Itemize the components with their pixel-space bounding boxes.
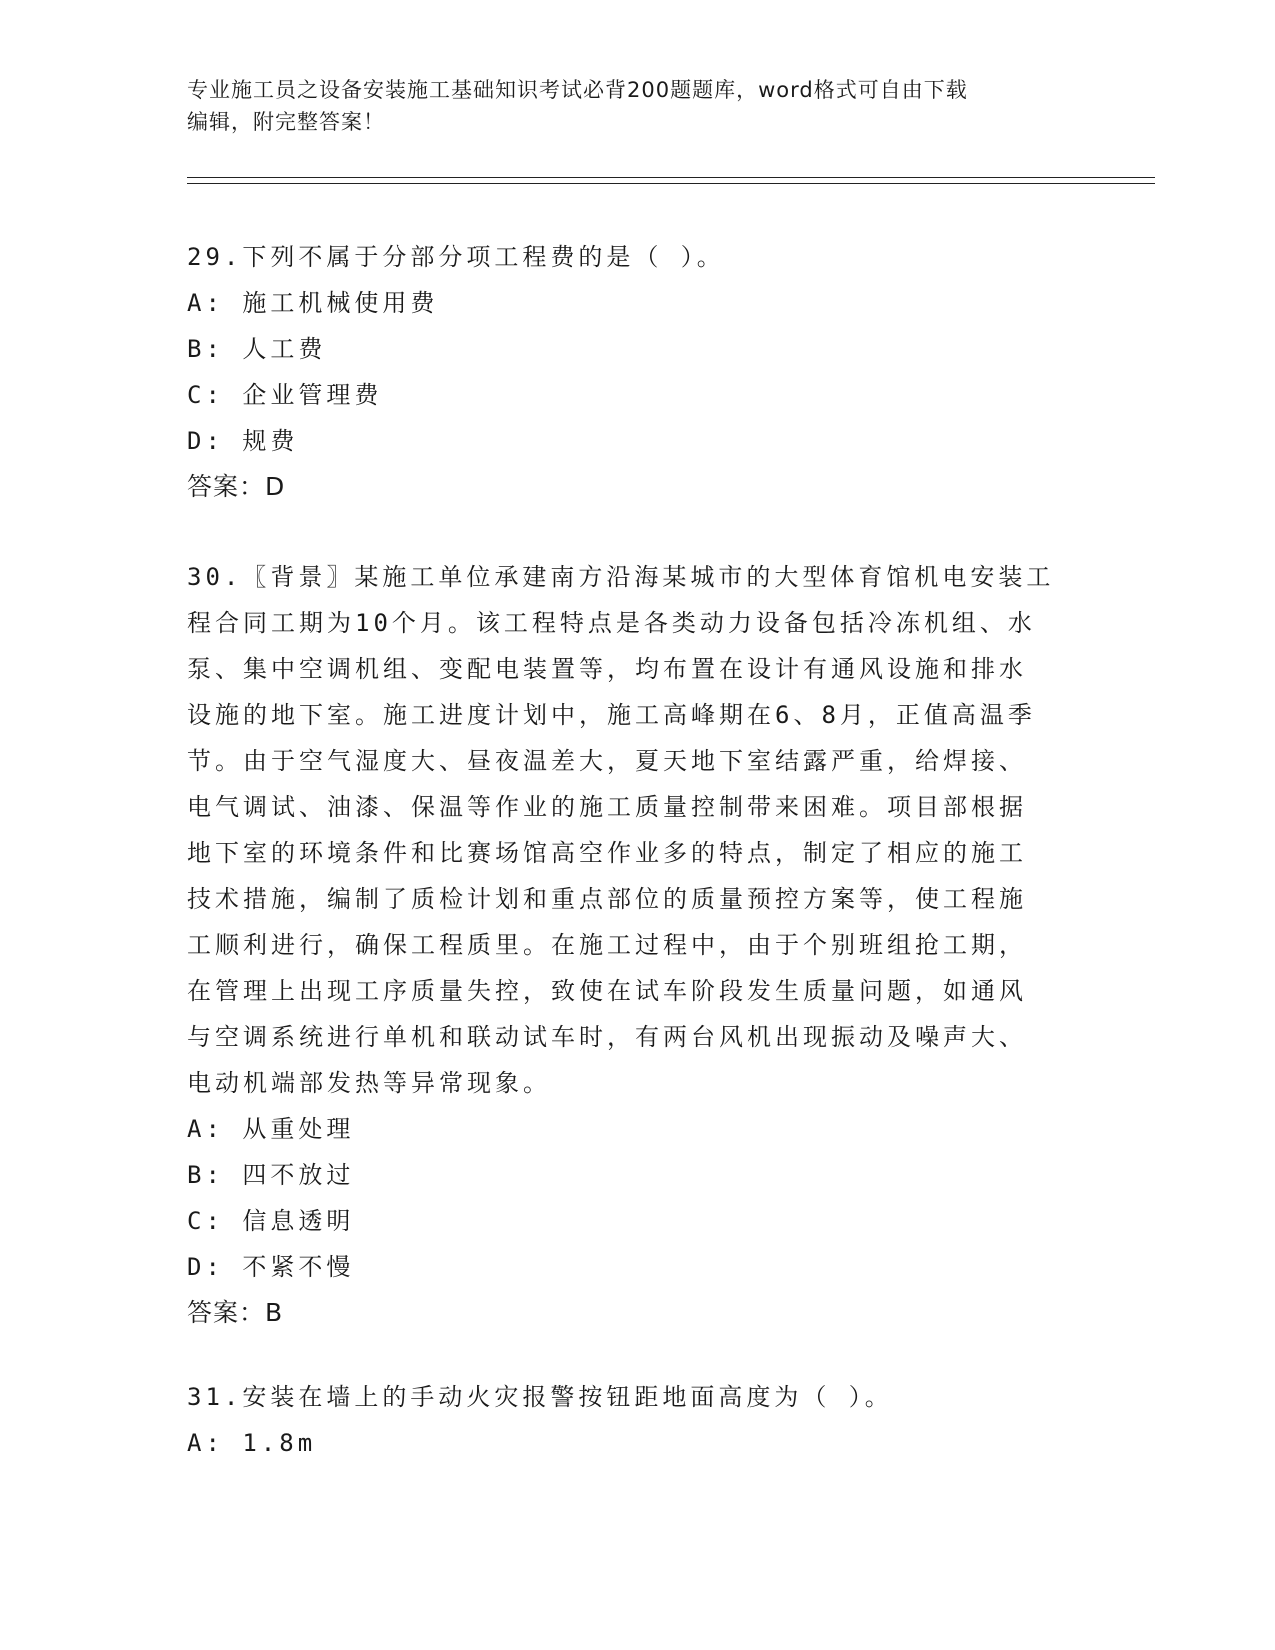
answer-label: 答案：B bbox=[187, 1298, 284, 1327]
question-31 bbox=[187, 1374, 1087, 1466]
header-divider-top bbox=[187, 177, 1155, 178]
question-stem-line: 30.〖背景〗某施工单位承建南方沿海某城市的大型体育馆机电安装工 bbox=[187, 563, 1055, 591]
option-d: D: 不紧不慢 bbox=[187, 1253, 355, 1281]
option-d: D: 规费 bbox=[187, 427, 299, 455]
question-stem-line: 电动机端部发热等异常现象。 bbox=[187, 1069, 551, 1097]
question-stem-line: 工顺利进行，确保工程质里。在施工过程中，由于个别班组抢工期， bbox=[187, 931, 1027, 959]
question-stem-line: 地下室的环境条件和比赛场馆高空作业多的特点，制定了相应的施工 bbox=[187, 839, 1027, 867]
question-29 bbox=[187, 234, 1087, 510]
question-stem-line: 在管理上出现工序质量失控，致使在试车阶段发生质量问题，如通风 bbox=[187, 977, 1027, 1005]
option-c: C: 企业管理费 bbox=[187, 381, 383, 409]
option-a: A: 1.8m bbox=[187, 1429, 317, 1457]
question-stem-line: 泵、集中空调机组、变配电装置等，均布置在设计有通风设施和排水 bbox=[187, 655, 1027, 683]
header-divider-bottom bbox=[187, 183, 1155, 184]
question-stem-line: 电气调试、油漆、保温等作业的施工质量控制带来困难。项目部根据 bbox=[187, 793, 1027, 821]
question-stem-line: 节。由于空气湿度大、昼夜温差大，夏天地下室结露严重，给焊接、 bbox=[187, 747, 1027, 775]
option-a: A: 施工机械使用费 bbox=[187, 289, 439, 317]
question-stem-line: 技术措施，编制了质检计划和重点部位的质量预控方案等，使工程施 bbox=[187, 885, 1027, 913]
question-stem-line: 与空调系统进行单机和联动试车时，有两台风机出现振动及噪声大、 bbox=[187, 1023, 1027, 1051]
header-title-line-1: 专业施工员之设备安装施工基础知识考试必背200题题库，word格式可自由下载 bbox=[187, 78, 968, 102]
option-b: B: 四不放过 bbox=[187, 1161, 355, 1189]
question-stem-line: 设施的地下室。施工进度计划中，施工高峰期在6、8月，正值高温季 bbox=[187, 701, 1036, 729]
question-stem-line: 程合同工期为10个月。该工程特点是各类动力设备包括冷冻机组、水 bbox=[187, 609, 1036, 637]
question-30 bbox=[187, 554, 1087, 1336]
answer-label: 答案：D bbox=[187, 472, 286, 501]
option-b: B: 人工费 bbox=[187, 335, 327, 363]
option-c: C: 信息透明 bbox=[187, 1207, 355, 1235]
question-stem: 29.下列不属于分部分项工程费的是（ ）。 bbox=[187, 243, 725, 271]
document-header bbox=[187, 74, 1087, 138]
question-stem: 31.安装在墙上的手动火灾报警按钮距地面高度为（ ）。 bbox=[187, 1383, 893, 1411]
option-a: A: 从重处理 bbox=[187, 1115, 355, 1143]
header-title-line-2: 编辑，附完整答案！ bbox=[187, 110, 385, 134]
